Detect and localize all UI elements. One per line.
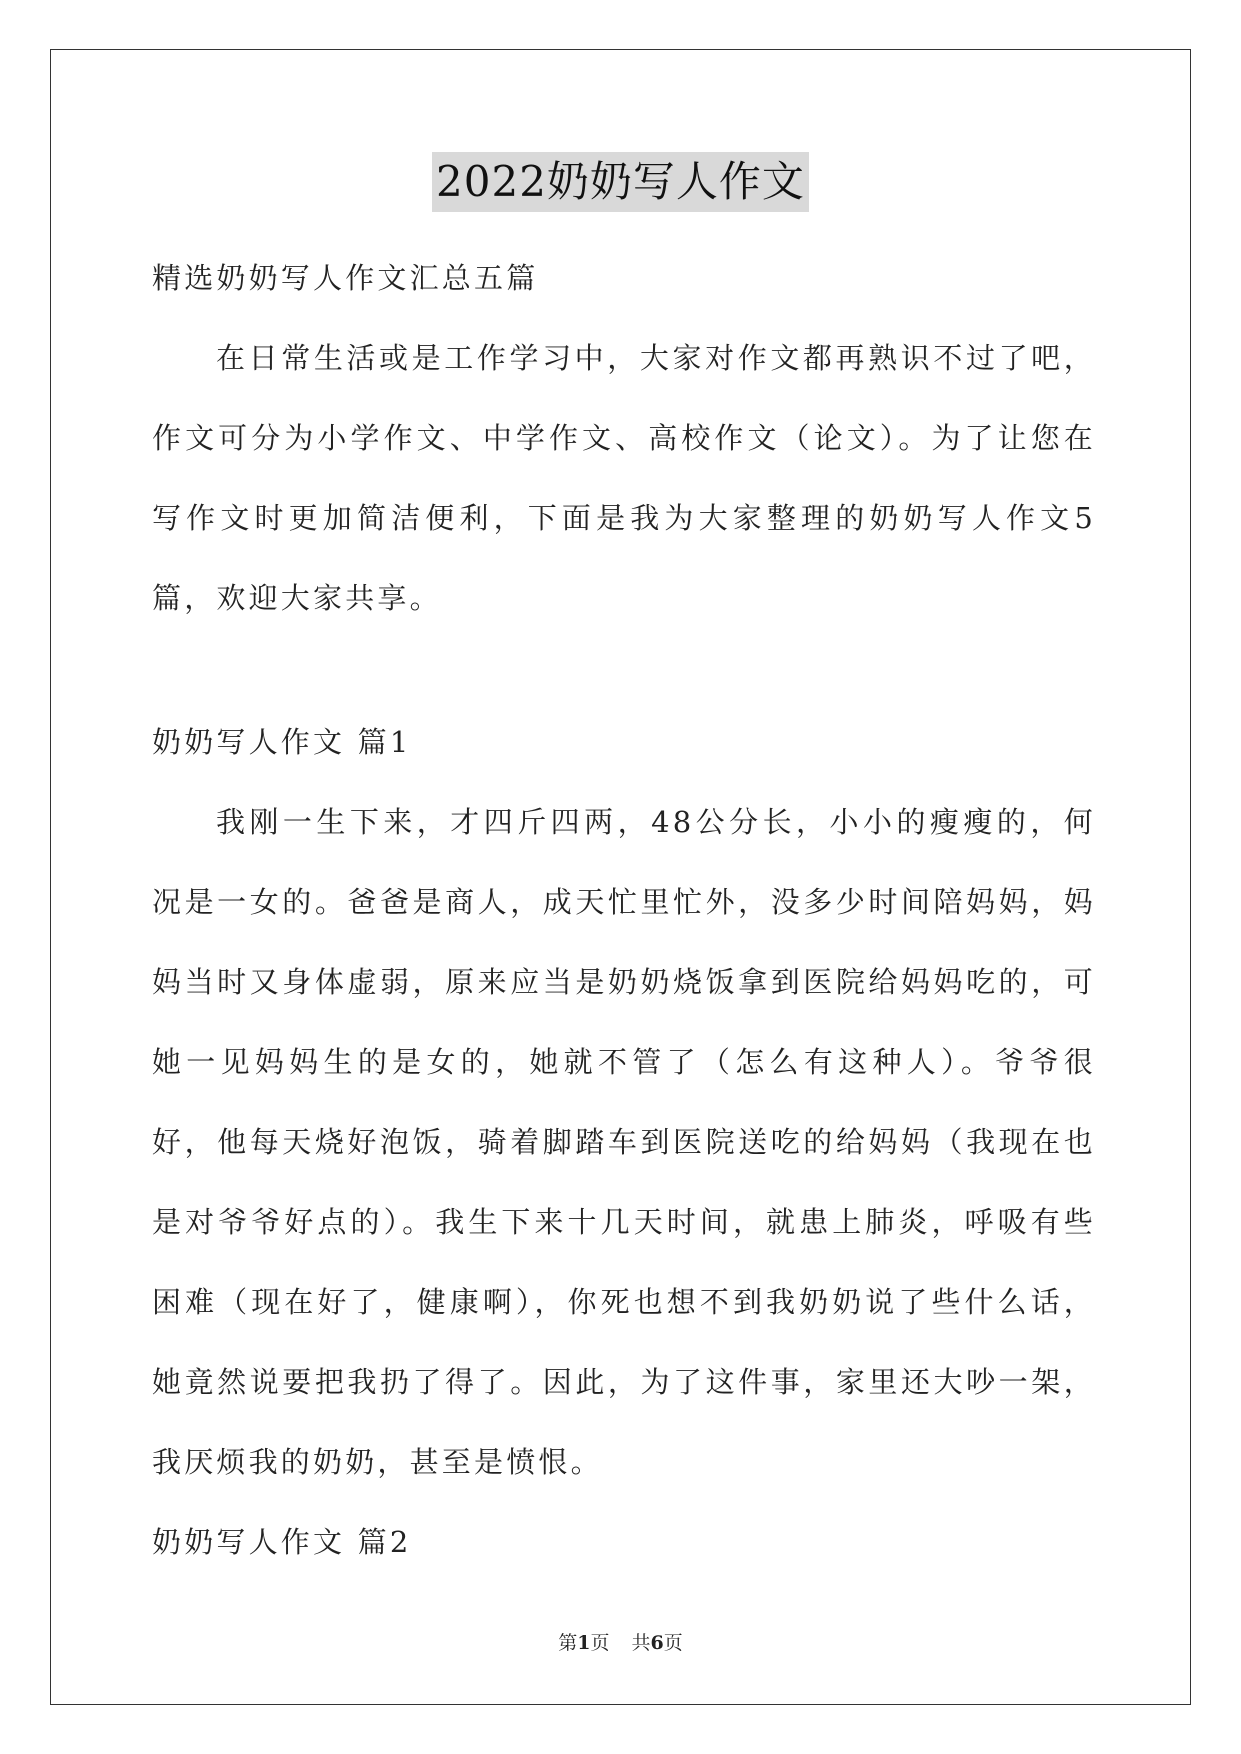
section-heading-1: 奶奶写人作文 篇1 <box>152 725 412 759</box>
section-spacer <box>152 638 1096 702</box>
document-title: 2022奶奶写人作文 <box>432 152 809 212</box>
footer-page-prefix: 第 <box>558 1632 578 1654</box>
intro-paragraph: 在日常生活或是工作学习中，大家对作文都再熟识不过了吧，作文可分为小学作文、中学作文、高校作文（论文）。为了让您在写作文时更加简洁便利，下面是我为大家整理的奶奶写人作文5篇，欢迎大家共享。 <box>152 341 1096 615</box>
section-body-1: 我刚一生下来，才四斤四两，48公分长，小小的瘦瘦的，何况是一女的。爸爸是商人，成天忙里忙外，没多少时间陪妈妈，妈妈当时又身体虚弱，原来应当是奶奶烧饭拿到医院给妈妈吃的，可她一见妈妈生的是女的，她就不管了（怎么有这种人）。爷爷很好，他每天烧好泡饭，骑着脚踏车到医院送吃的给妈妈（我现在也是对爷爷好点的）。我生下来十几天时间，就患上肺炎，呼吸有些困难（现在好了，健康啊），你死也想不到我奶奶说了些什么话，她竟然说要把我扔了得了。因此，为了这件事，家里还大吵一架，我厌烦我的奶奶，甚至是愤恨。 <box>152 805 1096 1479</box>
document-body <box>152 238 1096 1582</box>
page-footer <box>0 1628 1241 1655</box>
footer-page-unit: 页 <box>590 1632 610 1654</box>
footer-total-unit: 页 <box>663 1632 683 1654</box>
document-subtitle: 精选奶奶写人作文汇总五篇 <box>152 261 539 295</box>
footer-total-prefix: 共 <box>631 1632 651 1654</box>
footer-page-current: 1 <box>577 1632 591 1654</box>
section-heading-2: 奶奶写人作文 篇2 <box>152 1525 412 1559</box>
footer-page-total: 6 <box>650 1632 664 1654</box>
title-container <box>0 152 1241 212</box>
